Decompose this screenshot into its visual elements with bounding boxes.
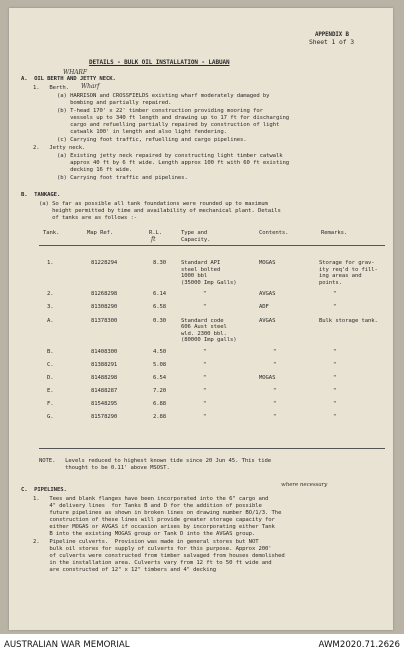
cell-tank: F. <box>47 401 54 408</box>
cell-rl: 6.58 <box>153 304 167 311</box>
a1-c-line: (c) Carrying foot traffic, refuelling and cargo pipelines. <box>57 137 247 143</box>
cell-tank: D. <box>47 375 54 382</box>
table-row <box>47 414 379 421</box>
c1-line-6: B into the existing MOGAS group or Tank D into the AVGAS group. <box>33 531 256 537</box>
cell-type-capacity <box>181 414 259 421</box>
c2-line-5: are constructed of 12" x 12" timbers and 4" decking <box>33 567 216 573</box>
a1-b-line-2: vessels up to 340 ft length and drawing up to 17 ft for discharging <box>57 115 290 121</box>
c1-line-2: 4" delivery lines for Tanks B and D for the addition of possible <box>33 503 262 509</box>
section-b-heading: B. TANKAGE. <box>21 192 61 198</box>
section-c-heading: C. PIPELINES. <box>21 487 67 493</box>
cell-contents: MOGAS <box>259 260 276 266</box>
cell-map-ref: 81308290 <box>91 304 118 311</box>
cell-type-capacity <box>181 304 259 311</box>
c2-line-4: in the installation area. Culverts vary from 12 ft to 50 ft wide and <box>33 560 272 566</box>
cell-type-capacity <box>181 318 259 344</box>
type-line: " <box>203 362 207 369</box>
table-header-rule <box>39 245 385 246</box>
handwritten-wharf: WHARF <box>63 69 87 76</box>
table-row <box>47 318 379 344</box>
cell-contents: AVGAS <box>259 291 276 298</box>
cell-rl: 7.20 <box>153 388 167 395</box>
cell-map-ref: 81548295 <box>91 401 118 408</box>
cell-tank: A. <box>47 317 54 324</box>
col-header-remarks: Remarks. <box>321 230 348 236</box>
sheet-number: Sheet 1 of 3 <box>309 38 354 46</box>
cell-rl: 8.30 <box>153 260 167 266</box>
cell-contents: " <box>273 388 277 395</box>
cell-remarks <box>319 375 379 382</box>
cell-remarks <box>319 260 379 286</box>
remarks-line: " <box>333 401 337 408</box>
cell-remarks <box>319 304 379 311</box>
remarks-line: " <box>333 414 337 421</box>
cell-tank: 3. <box>47 304 54 311</box>
col-header-type: Type and <box>181 230 208 236</box>
handwritten-where-necessary: where necessary <box>281 482 328 488</box>
cell-contents: AVGAS <box>259 317 276 324</box>
a1-a-line-1: (a) HARRISON and CROSSFIELDS existing wharf moderately damaged by <box>57 93 270 99</box>
item-a1-label: 1. Berth. <box>33 85 69 91</box>
cell-contents: " <box>273 401 277 408</box>
remarks-line: points. <box>319 279 342 286</box>
remarks-line: " <box>333 362 337 369</box>
cell-map-ref: 81408300 <box>91 348 118 355</box>
footer-accession-number: AWM2020.71.2626 <box>318 640 400 650</box>
document-page <box>9 8 393 630</box>
remarks-line: " <box>333 304 337 311</box>
type-line: " <box>203 348 207 355</box>
cell-tank: E. <box>47 388 54 395</box>
c1-line-1: 1. Tees and blank flanges have been incorporated into the 6" cargo and <box>33 496 269 502</box>
a1-a-line-2: bombing and partially repaired. <box>57 100 172 106</box>
remarks-line: " <box>333 388 337 395</box>
cell-type-capacity <box>181 291 259 298</box>
cell-map-ref: 81268298 <box>91 291 118 298</box>
remarks-line: ing areas and <box>319 273 362 280</box>
cell-rl: 2.88 <box>153 414 167 421</box>
row-spacer <box>47 421 379 428</box>
cell-rl: 6.14 <box>153 291 167 298</box>
cell-type-capacity <box>181 401 259 408</box>
cell-rl: 6.88 <box>153 401 167 408</box>
cell-rl: 6.54 <box>153 375 167 382</box>
cell-type-capacity <box>181 260 259 286</box>
cell-map-ref: 81228294 <box>91 260 118 266</box>
section-a-heading: A. OIL BERTH AND JETTY NECK. <box>21 76 116 82</box>
cell-contents: " <box>273 348 277 355</box>
c2-line-3: of culverts were constructed from timber salvaged from houses demolished <box>33 553 285 559</box>
type-line: " <box>203 375 207 382</box>
c1-line-5: either MOGAS or AVGAS if occasion arises by incorporating either Tank <box>33 524 275 530</box>
cell-map-ref: 81488298 <box>91 375 118 382</box>
c1-line-4: construction of these lines will provide greater storage capacity for <box>33 517 275 523</box>
cell-remarks <box>319 318 379 344</box>
type-line: Standard code <box>181 317 224 324</box>
cell-rl: 4.50 <box>153 348 167 355</box>
cell-remarks <box>319 401 379 408</box>
cell-rl: 5.08 <box>153 362 167 369</box>
type-line: " <box>203 291 207 298</box>
cell-type-capacity <box>181 349 259 356</box>
c1-line-3: future pipelines as shown in broken lines on drawing number BO/1/3. The <box>33 510 282 516</box>
note-line-1: NOTE. Levels reduced to highest known tide since 20 Jun 45. This tide <box>39 458 272 464</box>
cell-map-ref: 81578290 <box>91 414 118 421</box>
col-header-rl: R.L. <box>149 230 163 236</box>
appendix-label: APPENDIX B <box>315 32 349 38</box>
document-title: DETAILS - BULK OIL INSTALLATION - LABUAN <box>89 59 230 66</box>
type-line: (80000 Imp galls) <box>181 337 237 344</box>
col-header-contents: Contents. <box>259 230 289 236</box>
col-header-tank: Tank. <box>43 230 60 236</box>
remarks-line: " <box>333 291 337 298</box>
table-bottom-rule <box>39 448 385 449</box>
type-line: " <box>203 414 207 421</box>
cell-tank: G. <box>47 414 54 421</box>
a2-b-line: (b) Carrying foot traffic and pipelines. <box>57 175 188 181</box>
type-line: (35000 Imp Galls) <box>181 279 237 286</box>
b-intro-line-1: (a) So far as possible all tank foundations were rounded up to maximum <box>39 201 268 207</box>
cell-remarks <box>319 362 379 369</box>
note-line-2: thought to be 0.11' above MSOST. <box>39 465 170 471</box>
type-line: wld. 2300 bbl. <box>181 330 227 337</box>
table-row <box>47 260 379 286</box>
remarks-line: Storage for grav- <box>319 260 375 266</box>
b-intro-line-2: height permitted by time and availability of mechanical plant. Details <box>39 208 281 214</box>
c2-line-1: 2. Pipeline culverts. Provision was made in general stores but NOT <box>33 539 259 545</box>
remarks-line: Bulk storage tank. <box>319 317 378 324</box>
tank-table <box>47 260 379 428</box>
table-row <box>47 349 379 356</box>
a1-b-line-1: (b) T-head 170' x 22' timber construction providing mooring for <box>57 108 263 114</box>
cell-contents: ADF <box>259 304 269 311</box>
cell-map-ref: 81488287 <box>91 388 118 395</box>
remarks-line: " <box>333 375 337 382</box>
type-line: 606 Aust steel <box>181 324 227 331</box>
cell-tank: B. <box>47 348 54 355</box>
c2-line-2: bulk oil stores for supply of culverts for this purpose. Approx 200' <box>33 546 272 552</box>
type-line: steel bolted <box>181 266 221 273</box>
type-line: Standard API <box>181 260 221 266</box>
col-header-mapref: Map Ref. <box>87 230 114 236</box>
remarks-line: " <box>333 348 337 355</box>
a2-a-line-3: decking 16 ft wide. <box>57 167 133 173</box>
cell-contents: " <box>273 362 277 369</box>
col-header-rl-unit: ft <box>151 236 156 243</box>
cell-tank: 2. <box>47 291 54 298</box>
footer-source: AUSTRALIAN WAR MEMORIAL <box>4 640 130 650</box>
cell-tank: 1. <box>47 260 54 266</box>
type-line: " <box>203 388 207 395</box>
a2-a-line-1: (a) Existing jetty neck repaired by constructing light timber catwalk <box>57 153 283 159</box>
type-line: " <box>203 304 207 311</box>
cell-type-capacity <box>181 362 259 369</box>
col-header-capacity: Capacity. <box>181 237 211 243</box>
cell-map-ref: 81378300 <box>91 317 118 324</box>
cell-remarks <box>319 414 379 421</box>
type-line: " <box>203 401 207 408</box>
type-line: 1000 bbl <box>181 273 208 280</box>
handwritten-wharf-correction: Wharf <box>81 83 100 90</box>
b-intro-line-3: of tanks are as follows :- <box>39 215 138 221</box>
table-row <box>47 375 379 382</box>
table-row <box>47 362 379 369</box>
cell-remarks <box>319 388 379 395</box>
remarks-line: ity req'd to fill- <box>319 266 378 273</box>
table-row <box>47 304 379 311</box>
cell-contents: " <box>273 414 277 421</box>
footer-bar <box>0 636 404 653</box>
cell-rl: 0.30 <box>153 317 167 324</box>
a1-b-line-4: catwalk 100' in length and also light fendering. <box>57 129 227 135</box>
cell-remarks <box>319 349 379 356</box>
table-row <box>47 401 379 408</box>
cell-tank: C. <box>47 362 54 369</box>
cell-type-capacity <box>181 388 259 395</box>
item-a2-label: 2. Jetty neck. <box>33 145 86 151</box>
cell-contents: MOGAS <box>259 375 276 382</box>
cell-map-ref: 81388291 <box>91 362 118 369</box>
cell-remarks <box>319 291 379 298</box>
a1-b-line-3: cargo and refuelling partially repaired by construction of light <box>57 122 280 128</box>
a2-a-line-2: approx 40 ft by 6 ft wide. Length approx 100 ft with 60 ft existing <box>57 160 290 166</box>
table-row <box>47 388 379 395</box>
table-row <box>47 291 379 298</box>
cell-type-capacity <box>181 375 259 382</box>
